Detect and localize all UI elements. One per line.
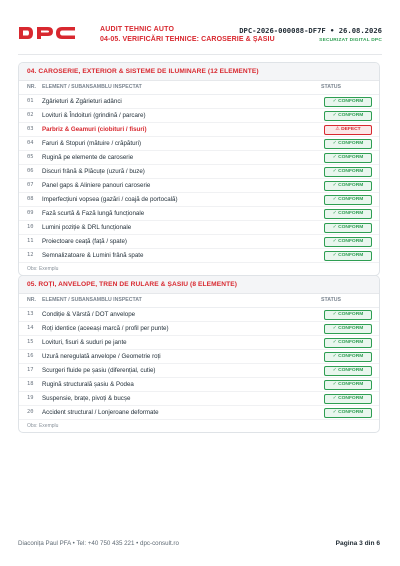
table-row <box>19 350 379 364</box>
report-title: AUDIT TEHNIC AUTO <box>100 26 175 33</box>
column-status: STATUS <box>321 84 341 90</box>
table-row <box>19 249 379 263</box>
observations: Obs: Exemplu <box>27 266 59 272</box>
status-badge-conform: ✓ CONFORM <box>324 97 372 107</box>
status-badge-conform: ✓ CONFORM <box>324 310 372 320</box>
row-element-label: Accident structural / Lonjeroane deformate <box>42 409 159 416</box>
observations: Obs: Exemplu <box>27 423 59 429</box>
column-header <box>19 294 379 308</box>
row-element-label: Condiție & Vârstă / DOT anvelope <box>42 311 136 318</box>
table-row <box>19 95 379 109</box>
status-badge-conform: ✓ CONFORM <box>324 251 372 261</box>
table-row <box>19 406 379 420</box>
status-badge-conform: ✓ CONFORM <box>324 408 372 418</box>
column-status: STATUS <box>321 297 341 303</box>
status-badge-conform: ✓ CONFORM <box>324 139 372 149</box>
inspection-rows <box>19 95 379 263</box>
table-row <box>19 165 379 179</box>
table-row <box>19 378 379 392</box>
report-subtitle: 04-05. VERIFICĂRI TEHNICE: CAROSERIE & ȘASIU <box>100 36 275 43</box>
status-badge-conform: ✓ CONFORM <box>324 380 372 390</box>
table-row <box>19 179 379 193</box>
table-row <box>19 322 379 336</box>
row-number: 06 <box>27 168 34 174</box>
table-row <box>19 221 379 235</box>
secured-badge: SECURIZAT DIGITAL DPC <box>319 38 382 43</box>
row-number: 13 <box>27 311 34 317</box>
status-badge-conform: ✓ CONFORM <box>324 167 372 177</box>
row-element-label: Roți identice (aceeași marcă / profil per punte) <box>42 325 169 332</box>
row-number: 10 <box>27 224 34 230</box>
row-element-label: Zgârieturi & Zgârieturi adânci <box>42 98 122 105</box>
status-badge-conform: ✓ CONFORM <box>324 352 372 362</box>
footer-contact: Diaconița Paul PFA • Tel: +40 750 435 221 • dpc-consult.ro <box>18 540 179 547</box>
section-title: 04. CAROSERIE, EXTERIOR & SISTEME DE ILUMINARE (12 ELEMENTE) <box>19 63 379 81</box>
row-number: 03 <box>27 126 34 132</box>
row-number: 12 <box>27 252 34 258</box>
row-number: 09 <box>27 210 34 216</box>
table-row <box>19 364 379 378</box>
table-row <box>19 137 379 151</box>
row-element-label: Panel gaps & Aliniere panouri caroserie <box>42 182 151 189</box>
dpc-logo <box>18 24 76 42</box>
column-element: ELEMENT / SUBANSAMBLU INSPECTAT <box>42 297 142 303</box>
table-row <box>19 109 379 123</box>
row-number: 20 <box>27 409 34 415</box>
column-nr: NR. <box>27 297 36 303</box>
row-number: 15 <box>27 339 34 345</box>
row-element-label: Lovituri & Îndoituri (grindină / parcare) <box>42 112 146 119</box>
row-number: 01 <box>27 98 34 104</box>
status-badge-conform: ✓ CONFORM <box>324 209 372 219</box>
table-row <box>19 235 379 249</box>
document-code: DPC-2026-000088-DF7F • 26.08.2026 <box>239 26 382 35</box>
row-number: 14 <box>27 325 34 331</box>
status-badge-conform: ✓ CONFORM <box>324 394 372 404</box>
table-row <box>19 207 379 221</box>
section-bodywork <box>18 62 380 276</box>
status-badge-conform: ✓ CONFORM <box>324 338 372 348</box>
row-element-label: Scurgeri fluide pe șasiu (diferențial, cutie) <box>42 367 156 374</box>
row-element-label: Discuri frână & Plăcuțe (uzură / buze) <box>42 168 145 175</box>
row-element-label: Rugină structurală șasiu & Podea <box>42 381 134 388</box>
status-badge-conform: ✓ CONFORM <box>324 153 372 163</box>
table-row <box>19 123 379 137</box>
status-badge-conform: ✓ CONFORM <box>324 195 372 205</box>
status-badge-conform: ✓ CONFORM <box>324 366 372 376</box>
row-element-label: Parbriz & Geamuri (ciobituri / fisuri) <box>42 126 147 133</box>
row-element-label: Semnalizatoare & Lumini frână spate <box>42 252 144 259</box>
row-element-label: Lumini poziție & DRL funcționale <box>42 224 132 231</box>
row-number: 17 <box>27 367 34 373</box>
row-element-label: Rugină pe elemente de caroserie <box>42 154 134 161</box>
page-header <box>18 20 382 55</box>
row-element-label: Uzură neregulată anvelope / Geometrie roți <box>42 353 161 360</box>
table-row <box>19 392 379 406</box>
status-badge-conform: ✓ CONFORM <box>324 324 372 334</box>
status-badge-defect: ⚠ DEFECT <box>324 125 372 135</box>
status-badge-conform: ✓ CONFORM <box>324 237 372 247</box>
table-row <box>19 193 379 207</box>
row-number: 19 <box>27 395 34 401</box>
section-title: 05. ROȚI, ANVELOPE, TREN DE RULARE & ȘASIU (8 ELEMENTE) <box>19 276 379 294</box>
section-wheels-chassis <box>18 275 380 433</box>
status-badge-conform: ✓ CONFORM <box>324 223 372 233</box>
row-element-label: Fază scurtă & Fază lungă funcționale <box>42 210 145 217</box>
row-element-label: Imperfecțiuni vopsea (gazări / coajă de portocală) <box>42 196 178 203</box>
row-number: 02 <box>27 112 34 118</box>
row-number: 08 <box>27 196 34 202</box>
row-number: 04 <box>27 140 34 146</box>
row-number: 05 <box>27 154 34 160</box>
row-number: 16 <box>27 353 34 359</box>
row-number: 18 <box>27 381 34 387</box>
row-element-label: Suspensie, brațe, pivoți & bucșe <box>42 395 131 402</box>
row-element-label: Proiectoare ceață (față / spate) <box>42 238 127 245</box>
table-row <box>19 151 379 165</box>
column-nr: NR. <box>27 84 36 90</box>
table-row <box>19 308 379 322</box>
page-number: Pagina 3 din 6 <box>335 540 380 547</box>
status-badge-conform: ✓ CONFORM <box>324 111 372 121</box>
row-element-label: Lovituri, fisuri & suduri pe jante <box>42 339 127 346</box>
row-element-label: Faruri & Stopuri (mătuire / crăpături) <box>42 140 142 147</box>
inspection-rows <box>19 308 379 420</box>
column-header <box>19 81 379 95</box>
row-number: 07 <box>27 182 34 188</box>
column-element: ELEMENT / SUBANSAMBLU INSPECTAT <box>42 84 142 90</box>
row-number: 11 <box>27 238 34 244</box>
status-badge-conform: ✓ CONFORM <box>324 181 372 191</box>
table-row <box>19 336 379 350</box>
